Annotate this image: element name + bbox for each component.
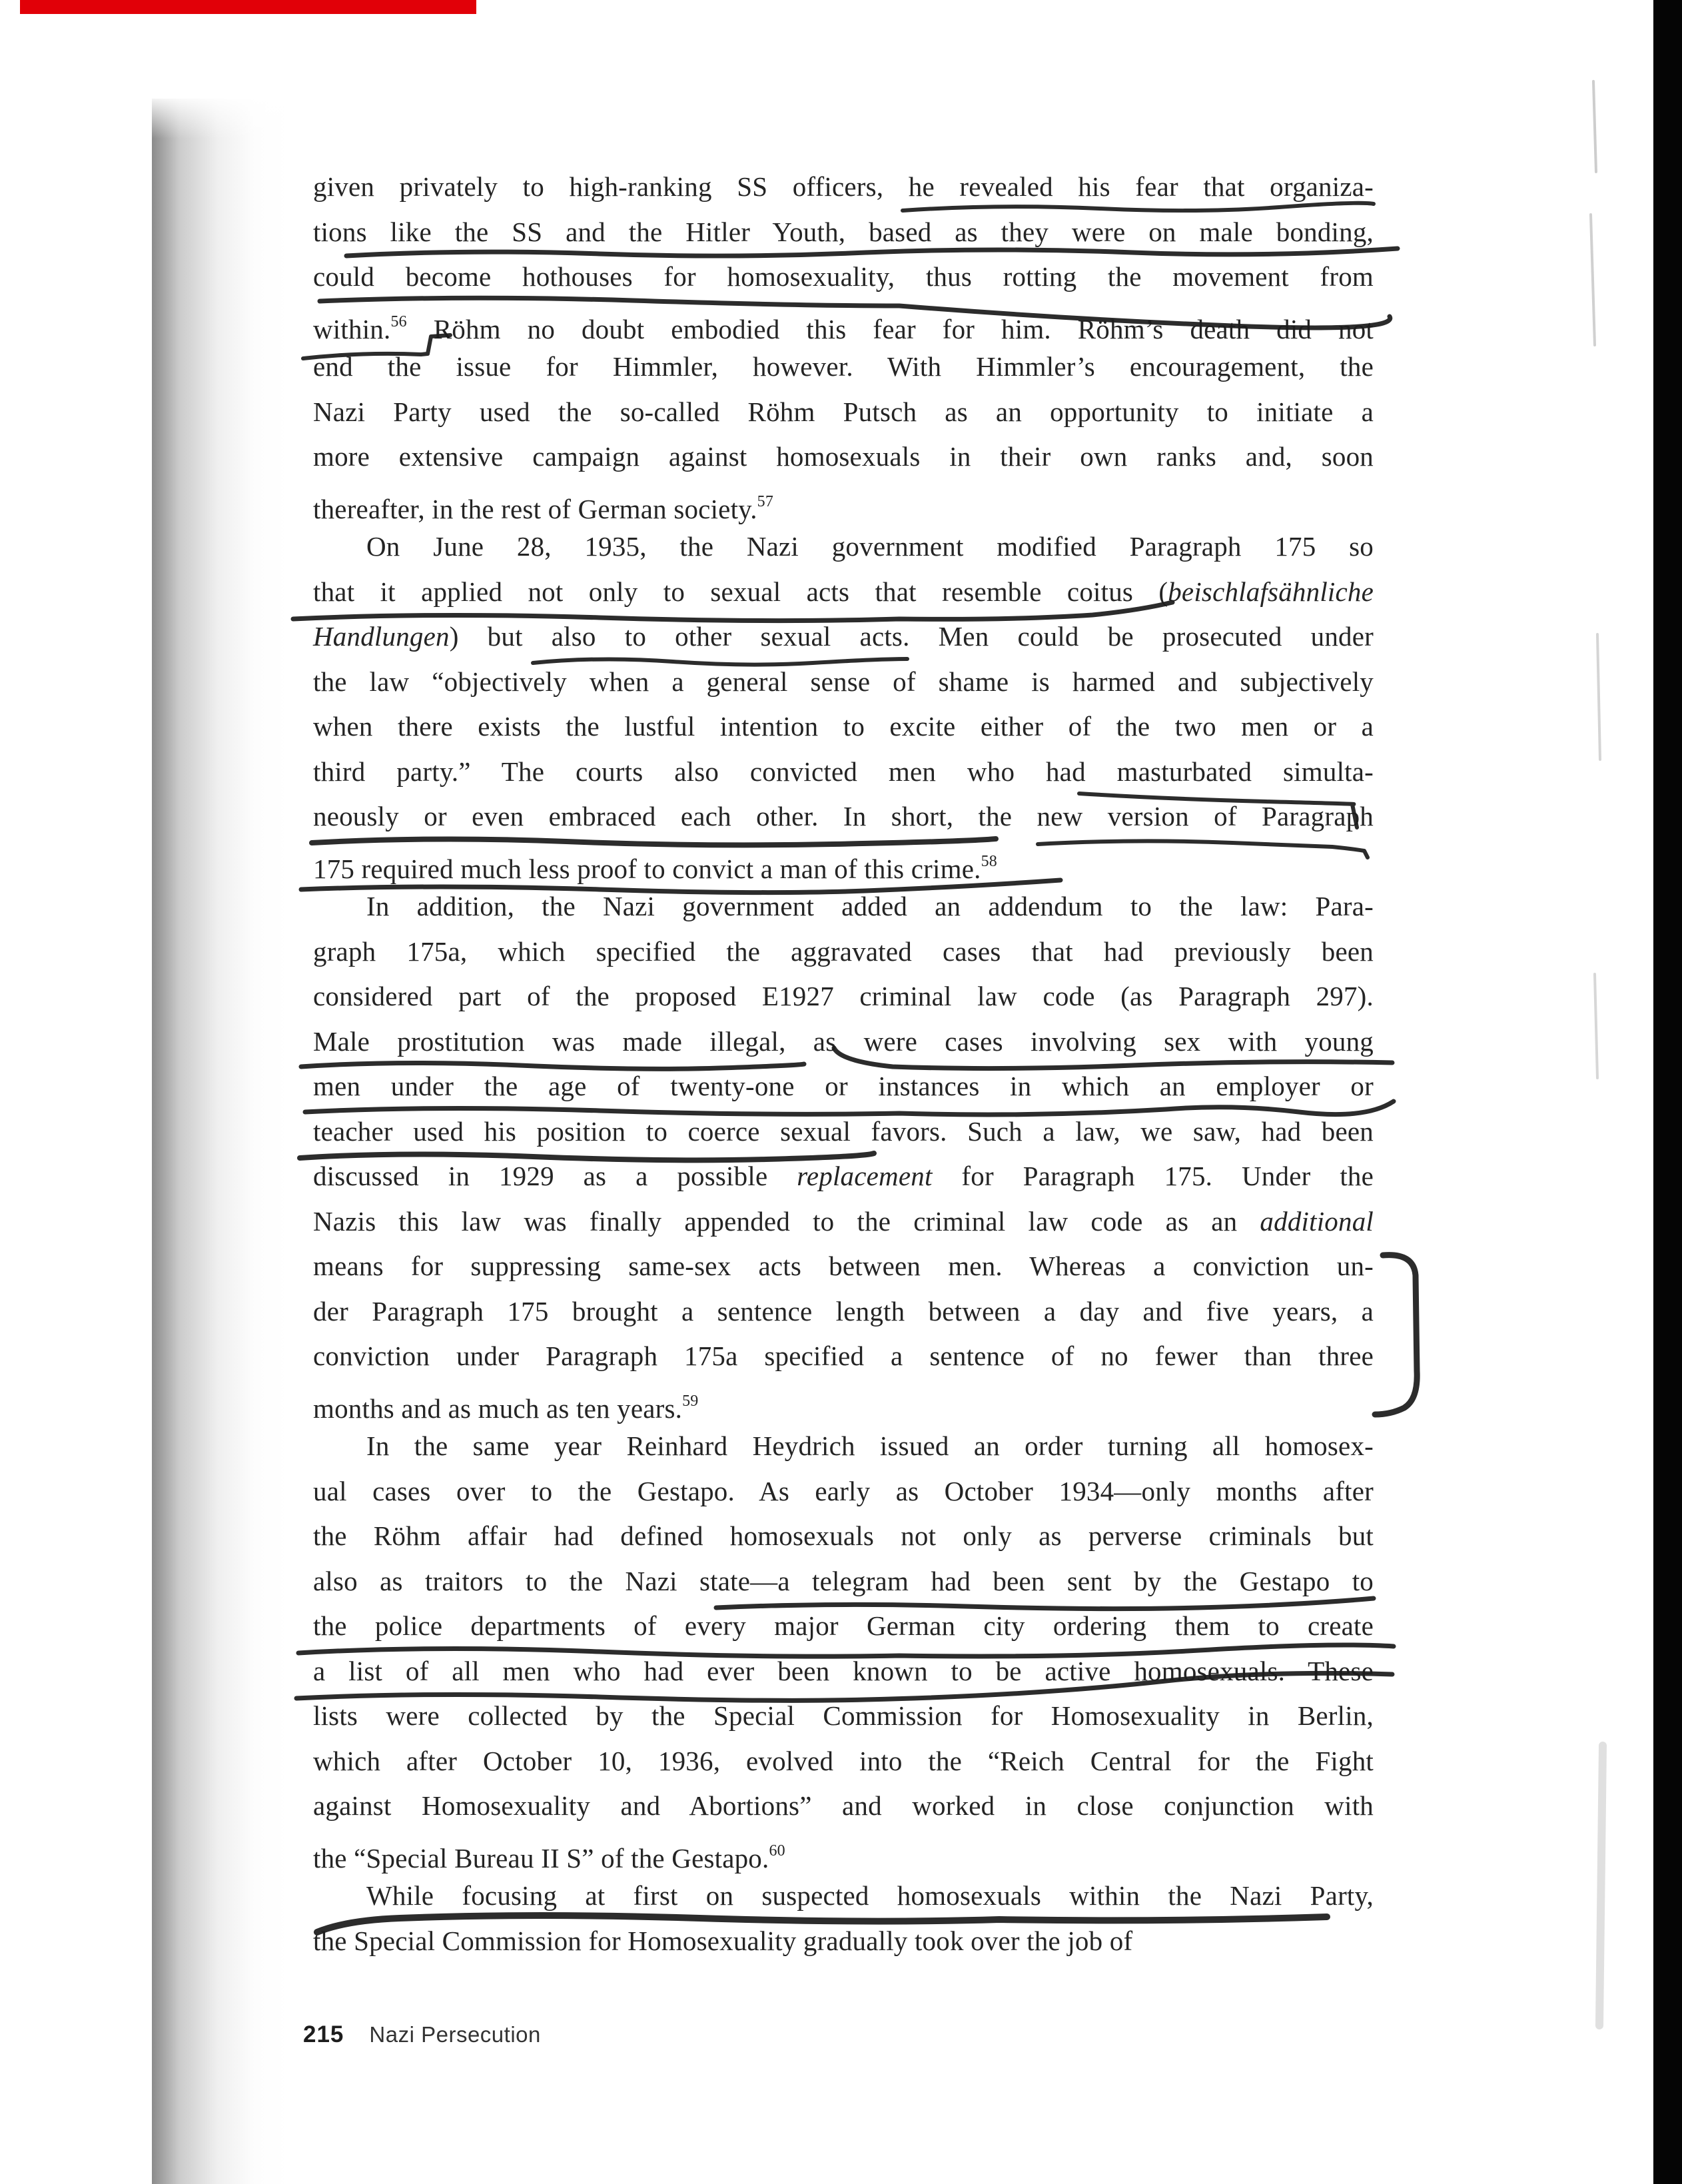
- text-line: [313, 1559, 1374, 1604]
- text-line: [313, 1829, 1374, 1874]
- text-line: [313, 524, 1374, 570]
- text-line: [313, 255, 1374, 300]
- book-spine-shadow: [152, 99, 288, 2184]
- text-segment: tions like the SS and the Hitler Youth, based as they were on male bonding,: [313, 216, 1374, 247]
- text-segment: teacher used his position to coerce sexual favors. Such a law, we saw, had been: [313, 1115, 1374, 1147]
- scanner-edge-black: [1653, 0, 1682, 2184]
- text-segment: when there exists the lustful intention to excite either of the two men or a: [313, 711, 1374, 742]
- text-segment: a list of all men who had ever been known to be active homosexuals. These: [313, 1655, 1374, 1686]
- text-line: [313, 1514, 1374, 1559]
- text-segment: against Homosexuality and Abortions” and worked in close conjunction with: [313, 1790, 1374, 1821]
- text-line: [313, 704, 1374, 750]
- text-line: [313, 1739, 1374, 1784]
- scan-edge-streak: [1591, 215, 1595, 345]
- text-segment: 175 required much less proof to convict a man of this crime.: [313, 853, 981, 884]
- scan-edge-streak: [1597, 634, 1600, 760]
- book-spine-shadow-fade: [152, 99, 288, 139]
- text-line: [313, 1604, 1374, 1649]
- text-segment: more extensive campaign against homosexuals in their own ranks and, soon: [313, 441, 1374, 472]
- text-segment: men under the age of twenty-one or instances in which an employer or: [313, 1071, 1374, 1101]
- text-segment: der Paragraph 175 brought a sentence length between a day and five years, a: [313, 1295, 1374, 1327]
- text-line: [313, 1784, 1374, 1829]
- text-line: [313, 480, 1374, 525]
- text-line: [313, 1199, 1374, 1245]
- text-segment: end the issue for Himmler, however. With Himmler’s encouragement, the: [313, 351, 1374, 382]
- text-segment: conviction under Paragraph 175a specified a sentence of no fewer than three: [313, 1341, 1374, 1371]
- text-line: [313, 210, 1374, 255]
- text-segment: beischlafsähnliche: [1168, 576, 1374, 607]
- text-segment: which after October 10, 1936, evolved into the “Reich Central for the Fight: [313, 1745, 1374, 1776]
- text-segment: Nazi Party used the so-called Röhm Putsch as an opportunity to initiate a: [313, 396, 1374, 427]
- text-segment: Male prostitution was made illegal, as were cases involving sex with young: [313, 1025, 1374, 1057]
- text-segment: the Röhm affair had defined homosexuals not only as perverse criminals but: [313, 1520, 1374, 1551]
- page-footer: [303, 2021, 541, 2048]
- text-segment: could become hothouses for homosexuality, thus rotting the movement from: [313, 261, 1374, 292]
- text-line: [313, 660, 1374, 705]
- text-segment: lists were collected by the Special Commission for Homosexuality in Berlin,: [313, 1700, 1374, 1731]
- text-line: [313, 1154, 1374, 1199]
- footnote-reference: 60: [769, 1842, 785, 1860]
- text-segment: the Special Commission for Homosexuality gradually took over the job of: [313, 1925, 1133, 1956]
- text-segment: On June 28, 1935, the Nazi government modified Paragraph 175 so: [366, 531, 1374, 562]
- text-segment: means for suppressing same-sex acts between men. Whereas a conviction un-: [313, 1251, 1374, 1281]
- text-segment: the “Special Bureau II S” of the Gestapo.: [313, 1842, 769, 1874]
- text-segment: considered part of the proposed E1927 criminal law code (as Paragraph 297).: [313, 981, 1374, 1011]
- text-line: [313, 974, 1374, 1019]
- text-segment: thereafter, in the rest of German society.: [313, 493, 757, 524]
- text-line: [313, 884, 1374, 929]
- text-line: [313, 1469, 1374, 1514]
- page-text-block: [313, 165, 1374, 1963]
- text-line: [313, 929, 1374, 975]
- text-line: [313, 390, 1374, 435]
- text-segment: ) but also to other sexual acts. Men could be prosecuted under: [449, 621, 1374, 652]
- text-line: [313, 1019, 1374, 1065]
- page-number: 215: [303, 2021, 344, 2047]
- text-line: [313, 1244, 1374, 1289]
- text-line: [313, 1874, 1374, 1919]
- footnote-reference: 57: [757, 492, 774, 510]
- text-line: [313, 1109, 1374, 1155]
- footnote-reference: 56: [390, 312, 407, 330]
- text-segment: additional: [1260, 1205, 1374, 1237]
- text-segment: In the same year Reinhard Heydrich issued an order turning all homosex-: [366, 1430, 1374, 1461]
- footnote-reference: 59: [682, 1392, 699, 1410]
- text-segment: given privately to high-ranking SS officers, he revealed his fear that organiza-: [313, 171, 1374, 202]
- text-segment: Nazis this law was finally appended to the criminal law code as an: [313, 1205, 1260, 1237]
- text-segment: also as traitors to the Nazi state—a telegram had been sent by the Gestapo to: [313, 1565, 1374, 1596]
- pen-stroke: [1375, 1255, 1417, 1414]
- text-line: [313, 1919, 1374, 1964]
- text-line: [313, 300, 1374, 345]
- text-line: [313, 839, 1374, 885]
- text-line: [313, 614, 1374, 660]
- text-line: [313, 344, 1374, 390]
- text-segment: that it applied not only to sexual acts that resemble coitus (: [313, 576, 1168, 607]
- text-segment: In addition, the Nazi government added an addendum to the law: Para-: [366, 891, 1374, 921]
- text-segment: discussed in 1929 as a possible: [313, 1161, 797, 1191]
- text-line: [313, 570, 1374, 615]
- scan-red-strip: [20, 0, 476, 14]
- text-segment: replacement: [797, 1161, 933, 1191]
- text-segment: the police departments of every major German city ordering them to create: [313, 1610, 1374, 1641]
- text-segment: the law “objectively when a general sense of shame is harmed and subjectively: [313, 666, 1374, 697]
- text-line: [313, 1379, 1374, 1424]
- text-line: [313, 1334, 1374, 1379]
- text-line: [313, 1694, 1374, 1739]
- text-line: [313, 1064, 1374, 1109]
- text-segment: third party.” The courts also convicted men who had masturbated simulta-: [313, 756, 1374, 787]
- text-segment: ual cases over to the Gestapo. As early as October 1934—only months after: [313, 1475, 1374, 1506]
- text-segment: within.: [313, 313, 391, 344]
- text-line: [313, 165, 1374, 210]
- scan-edge-streak: [1599, 1746, 1603, 2025]
- text-segment: graph 175a, which specified the aggravated cases that had previously been: [313, 935, 1374, 967]
- text-segment: months and as much as ten years.: [313, 1392, 683, 1424]
- footnote-reference: 58: [981, 852, 997, 870]
- text-segment: While focusing at first on suspected homosexuals within the Nazi Party,: [366, 1880, 1374, 1911]
- text-line: [313, 1424, 1374, 1469]
- text-line: [313, 1289, 1374, 1335]
- text-segment: neously or even embraced each other. In short, the new version of Paragraph: [313, 801, 1374, 831]
- text-segment: for Paragraph 175. Under the: [932, 1161, 1374, 1191]
- text-line: [313, 1649, 1374, 1694]
- text-line: [313, 794, 1374, 839]
- scan-edge-streak: [1593, 81, 1596, 172]
- scan-edge-streak: [1595, 974, 1597, 1078]
- running-footer-title: Nazi Persecution: [369, 2022, 541, 2047]
- text-line: [313, 434, 1374, 480]
- text-segment: Handlungen: [313, 621, 450, 652]
- text-segment: Röhm no doubt embodied this fear for him. Röhm’s death did not: [406, 313, 1374, 344]
- text-line: [313, 750, 1374, 795]
